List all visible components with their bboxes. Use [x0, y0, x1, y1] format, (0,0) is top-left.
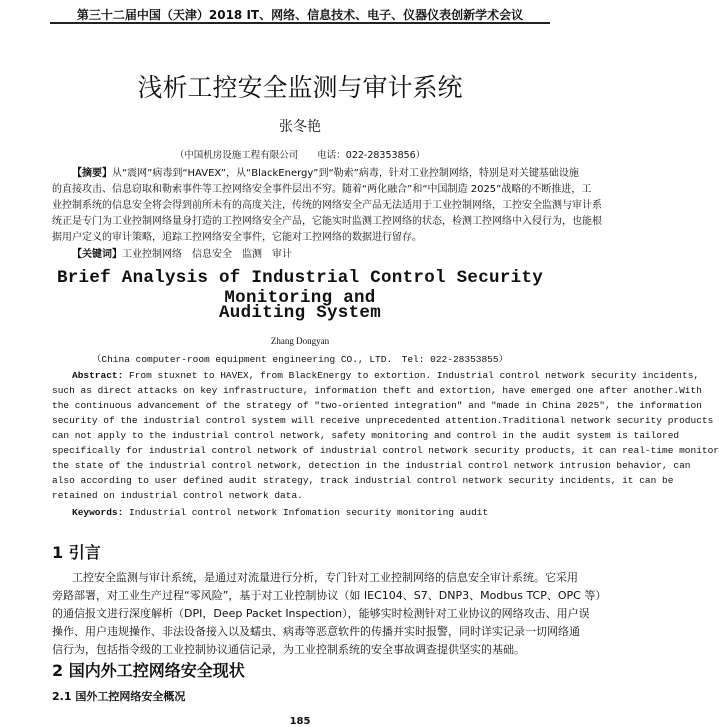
abstract-en-line: can not apply to the industrial control network, safety monitoring and control in the audit system is tailored — [52, 430, 680, 441]
paper-title-en-line2: Auditing System — [218, 303, 382, 323]
body-line: 工控安全监测与审计系统，是通过对流量进行分析，专门针对工业控制网络的信息安全审计系统。它采用 — [72, 571, 578, 584]
body-line: 操作、用户违规操作、非法设备接入以及蠕虫、病毒等恶意软件的传播并实时报警，同时详实记录一切网络通 — [52, 625, 580, 638]
abstract-cn-line: 【摘要】从“震网”病毒到“HAVEX”，从“BlackEnergy”到“勒索”病毒，针对工业控制网络，特别是对关键基础设施 — [72, 168, 579, 179]
abstract-en-line: security of the industrial control system will receive unprecedented attention.Traditional network security products — [52, 415, 714, 426]
abstract-en-line: retained on industrial control network data. — [52, 490, 303, 501]
abstract-en-line: specifically for industrial control network of industrial control network security products, it can real-time monitor — [52, 445, 719, 456]
subsection-2-1-heading: 2.1 国外工控网络安全概况 — [52, 690, 186, 703]
running-header: 第三十二届中国（天津）2018 IT、网络、信息技术、电子、仪器仪表创新学术会议 — [76, 8, 524, 22]
section-2-heading: 2 国内外工控网络安全现状 — [52, 661, 245, 680]
section-1-heading: 1 引言 — [52, 543, 101, 562]
author-en: Zhang Dongyan — [270, 336, 330, 346]
keywords-cn: 【关键词】工业控制网络 信息安全 监测 审计 — [72, 249, 292, 260]
abstract-cn-line: 据用户定义的审计策略，追踪工控网络安全事件，它能对工控网络的数据进行留存。 — [52, 232, 422, 243]
abstract-cn-line: 统正是专门为工业控制网络量身打造的工控网络安全产品，它能实时监测工控网络的状态，检测工控网络中入侵行为，也能根 — [52, 216, 602, 227]
abstract-en-line: Abstract: From stuxnet to HAVEX, from BlackEnergy to extortion. Industrial control network security incidents, — [72, 370, 700, 381]
body-line: 旁路部署，对工业生产过程“零风险”，基于对工业控制协议（如 IEC104、S7、DNP3、Modbus TCP、OPC 等） — [52, 589, 607, 602]
abstract-cn-line: 的直接攻击、信息窃取和勒索事件等工控网络安全事件层出不穷。随着“两化融合”和“中国制造 2025”战略的不断推进，工 — [52, 184, 592, 195]
abstract-cn-label: 【摘要】 — [72, 168, 112, 179]
affiliation-en: （China computer-room equipment engineering CO., LTD. Tel: 022-28353855） — [91, 354, 509, 365]
page-number: 185 — [289, 716, 311, 727]
body-line: 的通信报文进行深度解析（DPI，Deep Packet Inspection），能够实时检测针对工业协议的网络攻击、用户误 — [52, 607, 590, 620]
keywords-en: Keywords: Industrial control network Infomation security monitoring audit — [72, 507, 489, 518]
paper-title-cn: 浅析工控安全监测与审计系统 — [137, 73, 463, 102]
abstract-en-line: such as direct attacks on key infrastructure, information theft and extortion, have emerged one after another.With — [52, 385, 702, 396]
abstract-en-line: also according to user defined audit strategy, track industrial control network security incidents, it can be — [52, 475, 674, 486]
author-cn: 张冬艳 — [279, 119, 321, 135]
paper-title-en-line1: Brief Analysis of Industrial Control Security Monitoring and — [56, 268, 544, 308]
abstract-en-line: the continuous advancement of the strategy of "two-oriented integration" and "made in China 2025", the information — [52, 400, 702, 411]
header-rule — [50, 22, 550, 24]
affiliation-cn: （中国机房设施工程有限公司 电话：022-28353856） — [174, 150, 426, 161]
abstract-en-line: the state of the industrial control network, detection in the industrial control network intrusion behavior, can — [52, 460, 691, 471]
abstract-cn-line: 业控制系统的信息安全将会得到前所未有的高度关注，传统的网络安全产品无法适用于工业控制网络，工控安全监测与审计系 — [52, 200, 602, 211]
body-line: 信行为，包括指令级的工业控制协议通信记录，为工业控制系统的安全事故调查提供坚实的基础。 — [52, 643, 525, 656]
abstract-en-label: Abstract: — [72, 370, 124, 381]
